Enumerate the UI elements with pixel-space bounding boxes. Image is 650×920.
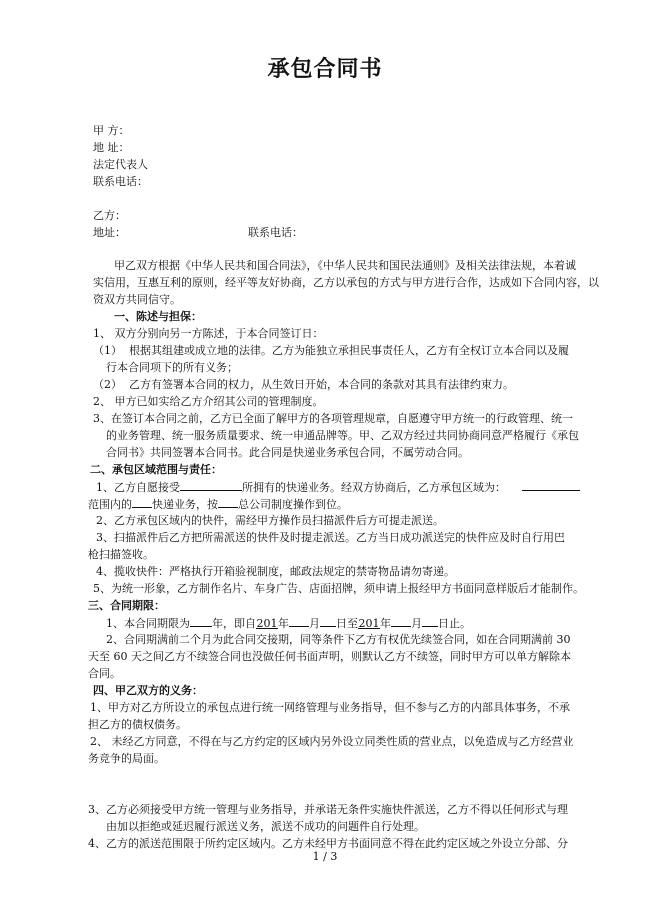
clause-text: 快递业务，按 [152,498,218,511]
blank-line [522,478,580,491]
section-heading: 一、陈述与担保： [114,310,202,323]
clause: 1、甲方对乙方所设立的承包点进行统一网络管理与业务指导，但不参与乙方的内部具体事务，不承 [90,701,570,714]
clause [106,614,471,632]
section-heading: 三、合同期限： [88,599,165,612]
clause: 2、 未经乙方同意，不得在与乙方约定的区域内另外设立同类性质的营业点，以免造成与乙方经营业 [90,735,574,748]
clause-text: 1、本合同期限为 [106,617,190,630]
blank-line [422,614,438,627]
clause: 2、乙方承包区域内的快件，需经甲方操作员扫描派件后方可提走派送。 [96,514,444,527]
clause: 担乙方的债权债务。 [88,718,187,731]
clause: 根据其组建或成立地的法律。乙方为能独立承担民事责任人，乙方有全权订立本合同以及履 [129,344,569,357]
clause: 4、揽收快件：严格执行开箱验视制度，邮政法规定的禁寄物品请勿寄递。 [96,565,455,578]
intro-line: 实信用，互惠互利的原则，经平等友好协商，乙方以承包的方式与甲方进行合作，达成如下合同内容，以 [93,276,599,289]
blank-line [190,614,212,627]
clause-number: （1） [93,344,122,357]
clause-text: 年 [380,617,391,630]
blank-line [132,495,152,508]
intro-line: 甲乙双方根据《中华人民共和国合同法》，《中华人民共和国民法通则》及相关法律法规，本着诚 [114,259,576,272]
clause: 由加以拒绝或延迟履行派送义务，派送不成功的问题件自行处理。 [106,820,425,833]
clause [96,478,580,496]
blank-line [218,495,238,508]
clause: 3、在签订本合同之前，乙方已全面了解甲方的各项管理规章，自愿遵守甲方统一的行政管理、统一 [93,412,573,425]
clause-text: 年，即自 [212,617,256,630]
clause: 乙方有签署本合同的权力，从生效日开始，本合同的条款对其具有法律约束力。 [129,378,514,391]
clause: 枪扫描签收。 [88,548,154,561]
blank-line [320,614,336,627]
blank-line [180,478,242,491]
clause-text: 月 [309,617,320,630]
document-title: 承包合同书 [267,57,383,82]
clause: 务竞争的局面。 [88,752,165,765]
clause-text: 月 [411,617,422,630]
intro-line: 资双方共同信守。 [93,293,181,306]
clause-text: 所拥有的快递业务。经双方协商后，乙方承包区域为： [242,481,506,494]
clause: 行本合同项下的所有义务； [106,361,238,374]
clause-text: 年 [278,617,289,630]
clause: 3、乙方必须接受甲方统一管理与业务指导，并承诺无条件实施快件派送，乙方不得以任何形式与理 [88,803,568,816]
party-a-rep-label: 法定代表人 [93,158,148,171]
clause-text: 1、乙方自愿接受 [96,481,180,494]
clause-text: 总公司制度操作到位。 [238,498,348,511]
page-number: 1 / 3 [312,850,338,863]
clause: 2、合同期满前二个月为此合同交接期，同等条件下乙方有权优先续签合同，如在合同期满前 30 [106,633,571,646]
clause-text: 日止。 [438,617,471,630]
party-a-name-label: 甲 方： [93,124,130,137]
clause: 合同书》共同签署本合同书。此合同是快递业务承包合同，不属劳动合同。 [106,446,469,459]
clause: 合同。 [88,667,121,680]
blank-line [289,614,309,627]
clause: 2、 甲方已如实给乙方介绍其公司的管理制度。 [93,395,324,408]
blank-line [391,614,411,627]
party-b-name-label: 乙方： [93,209,126,222]
party-b-address-label: 地址： [93,226,126,239]
party-b-phone-label: 联系电话： [248,226,303,239]
clause: 4、乙方的派送范围限于所约定区域内。乙方未经甲方书面同意不得在此约定区域之外设立分部、分 [88,837,568,850]
clause [88,495,348,513]
section-heading: 二、承包区域范围与责任： [90,463,222,476]
clause-number: （2） [93,378,122,391]
clause: 的业务管理、统一服务质量要求、统一申通品牌等。甲、乙双方经过共同协商同意严格履行《承包 [106,429,579,442]
year-field: 201 [358,617,380,630]
year-field: 201 [256,617,278,630]
clause-text: 日至 [336,617,358,630]
clause: 天至 60 天之间乙方不续签合同也没做任何书面声明，则默认乙方不续签，同时甲方可以单方解除本 [88,650,571,663]
party-a-address-label: 地 址： [93,141,130,154]
clause: 5、为统一形象，乙方制作名片、车身广告、店面招牌，须申请上报经甲方书面同意样版后才能制作。 [93,582,584,595]
clause-text: 范围内的 [88,498,132,511]
clause: 3、扫描派件后乙方把所需派送的快件及时提走派送。乙方当日成功派送完的快件应及时自行用巴 [96,531,565,544]
clause: 1、 双方分别向另一方陈述，于本合同签订日： [93,327,324,340]
party-a-phone-label: 联系电话： [93,175,148,188]
section-heading: 四、甲乙双方的义务： [93,684,203,697]
